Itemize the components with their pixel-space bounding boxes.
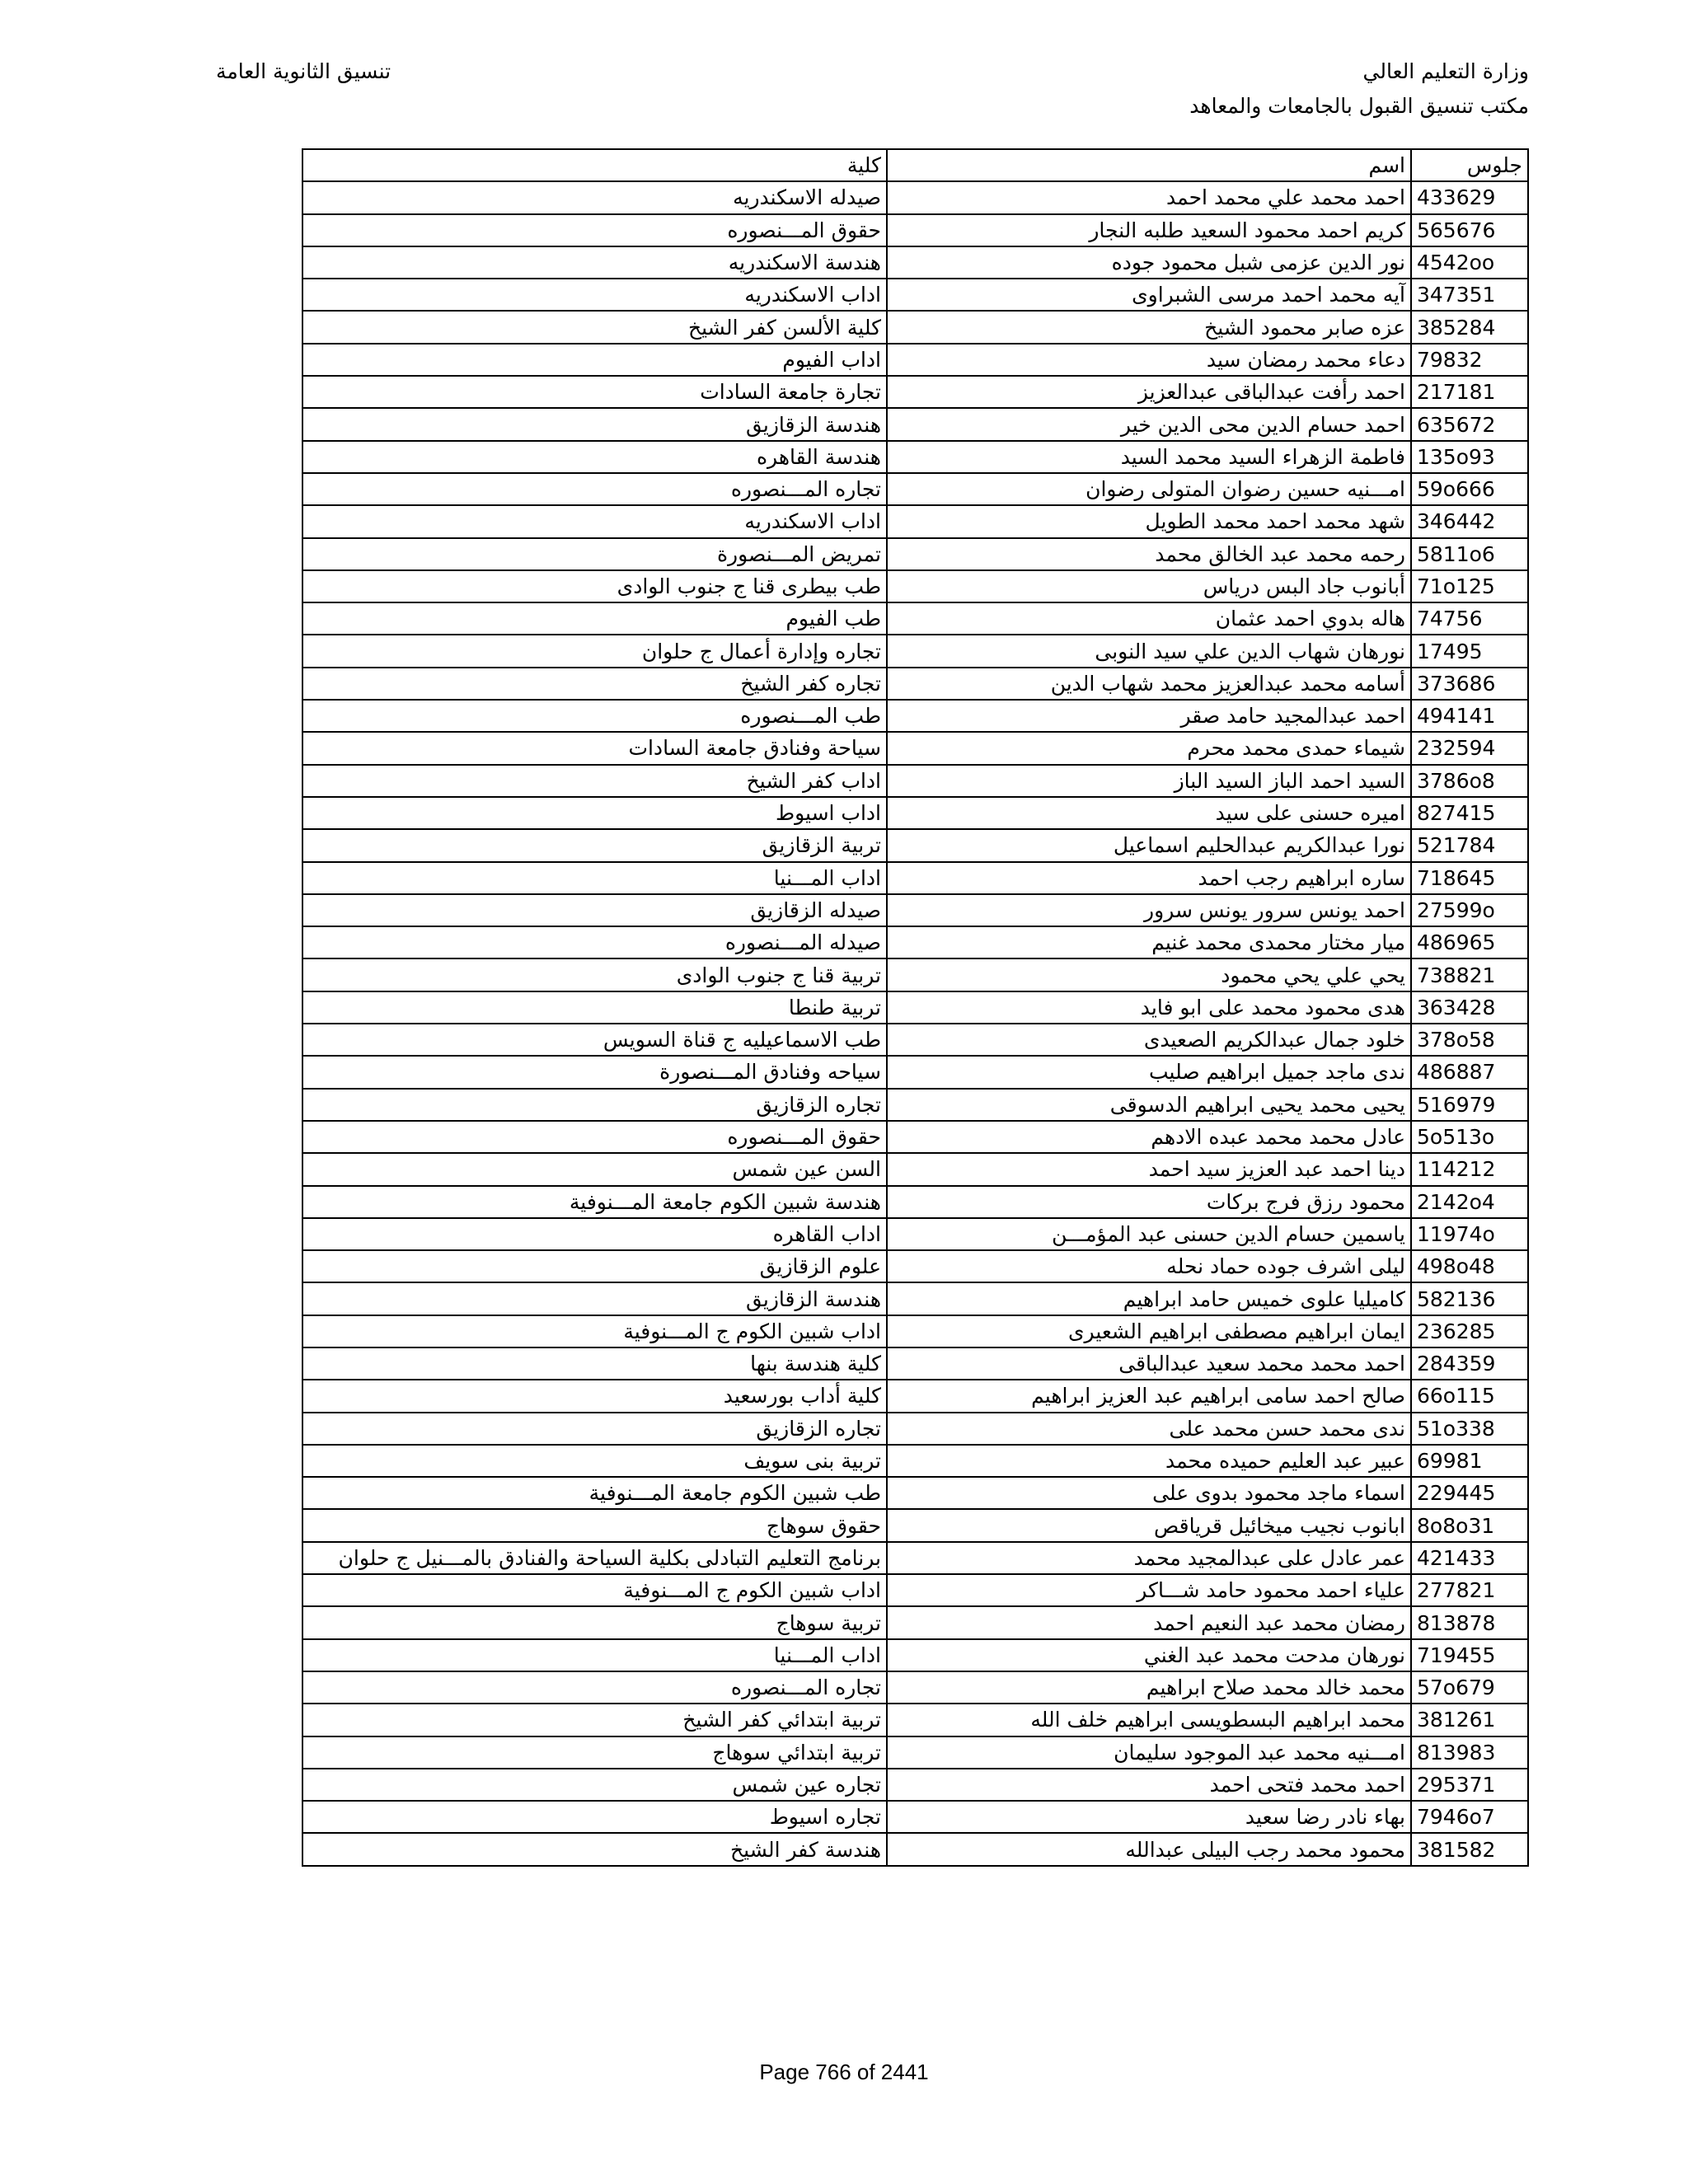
name-cell: احمد عبدالمجيد حامد صقر — [887, 700, 1411, 732]
seat-cell: 27599o — [1411, 894, 1528, 926]
name-cell: اميره حسنى على سيد — [887, 797, 1411, 829]
college-cell: اداب شبين الكوم ج المـــنوفية — [302, 1574, 887, 1606]
seat-cell: 486965 — [1411, 926, 1528, 958]
college-cell: صيدله الاسكندريه — [302, 181, 887, 213]
seat-cell: 5811o6 — [1411, 538, 1528, 570]
name-cell: ابانوب نجيب ميخائيل قرياقص — [887, 1509, 1411, 1541]
table-row — [302, 441, 1528, 473]
table-row — [302, 1542, 1528, 1574]
college-cell: طب بيطرى قنا ج جنوب الوادى — [302, 570, 887, 602]
name-cell: آيه محمد احمد مرسى الشبراوى — [887, 279, 1411, 311]
seat-cell: 813878 — [1411, 1606, 1528, 1638]
seat-cell: 2142o4 — [1411, 1186, 1528, 1218]
college-cell: هندسة الزقازيق — [302, 408, 887, 440]
name-cell: شيماء حمدى محمد محرم — [887, 732, 1411, 764]
seat-cell: 827415 — [1411, 797, 1528, 829]
name-cell: يحي علي يحي محمود — [887, 958, 1411, 991]
table-row — [302, 1380, 1528, 1412]
name-cell: رحمه محمد عبد الخالق محمد — [887, 538, 1411, 570]
name-cell: يحيى محمد يحيى ابراهيم الدسوقى — [887, 1089, 1411, 1121]
seat-cell: 635672 — [1411, 408, 1528, 440]
seat-cell: 8o8o31 — [1411, 1509, 1528, 1541]
name-cell: علياء احمد محمود حامد شـــاكر — [887, 1574, 1411, 1606]
college-cell: كلية أداب بورسعيد — [302, 1380, 887, 1412]
table-row — [302, 408, 1528, 440]
seat-cell: 381582 — [1411, 1833, 1528, 1865]
name-cell: أسامه محمد عبدالعزيز محمد شهاب الدين — [887, 668, 1411, 700]
ministry-title: وزارة التعليم العالي — [1362, 59, 1529, 83]
table-row — [302, 214, 1528, 246]
table-row — [302, 473, 1528, 505]
college-cell: كلية هندسة بنها — [302, 1347, 887, 1380]
table-row — [302, 1153, 1528, 1185]
college-cell: تربية قنا ج جنوب الوادى — [302, 958, 887, 991]
table-row — [302, 765, 1528, 797]
seat-cell: 718645 — [1411, 862, 1528, 894]
seat-cell: 516979 — [1411, 1089, 1528, 1121]
table-row — [302, 1445, 1528, 1477]
seat-cell: 284359 — [1411, 1347, 1528, 1380]
table-row — [302, 1218, 1528, 1250]
table-header-row — [302, 149, 1528, 181]
seat-cell: 295371 — [1411, 1769, 1528, 1801]
name-cell: شهد محمد احمد محمد الطويل — [887, 505, 1411, 537]
seat-cell: 114212 — [1411, 1153, 1528, 1185]
table-row — [302, 181, 1528, 213]
seat-cell: 486887 — [1411, 1056, 1528, 1088]
college-cell: حقوق المـــنصوره — [302, 214, 887, 246]
name-cell: هدى محمود محمد على ابو فايد — [887, 991, 1411, 1024]
name-cell: محمد خالد محمد صلاح ابراهيم — [887, 1671, 1411, 1704]
seat-cell: 7946o7 — [1411, 1801, 1528, 1833]
name-cell: فاطمة الزهراء السيد محمد السيد — [887, 441, 1411, 473]
name-cell: عادل محمد محمد عبده الادهم — [887, 1121, 1411, 1153]
name-cell: السيد احمد الباز السيد الباز — [887, 765, 1411, 797]
seat-cell: 79832 — [1411, 344, 1528, 376]
table-row — [302, 1024, 1528, 1056]
seat-cell: 813983 — [1411, 1736, 1528, 1769]
college-cell: طب المـــنصوره — [302, 700, 887, 732]
name-cell: ندى محمد حسن محمد على — [887, 1413, 1411, 1445]
name-cell: احمد رأفت عبدالباقى عبدالعزيز — [887, 376, 1411, 408]
name-cell: رمضان محمد عبد النعيم احمد — [887, 1606, 1411, 1638]
table-row — [302, 570, 1528, 602]
name-cell: ياسمين حسام الدين حسنى عبد المؤمـــن — [887, 1218, 1411, 1250]
table-row — [302, 505, 1528, 537]
name-cell: ندى ماجد جميل ابراهيم صليب — [887, 1056, 1411, 1088]
table-row — [302, 1056, 1528, 1088]
college-cell: تمريض المـــنصورة — [302, 538, 887, 570]
college-cell: تربية ابتدائي كفر الشيخ — [302, 1704, 887, 1736]
name-cell: احمد محمد علي محمد احمد — [887, 181, 1411, 213]
table-row — [302, 635, 1528, 667]
seat-cell: 229445 — [1411, 1477, 1528, 1509]
table-row — [302, 1315, 1528, 1347]
page-number: Page 766 of 2441 — [759, 2060, 929, 2084]
college-cell: علوم الزقازيق — [302, 1250, 887, 1282]
college-cell: هندسة كفر الشيخ — [302, 1833, 887, 1865]
college-cell: تجاره اسيوط — [302, 1801, 887, 1833]
name-cell: كاميليا علوى خميس حامد ابراهيم — [887, 1282, 1411, 1315]
college-cell: طب الفيوم — [302, 602, 887, 635]
name-cell: أبانوب جاد البس درياس — [887, 570, 1411, 602]
college-cell: اداب المـــنيا — [302, 1639, 887, 1671]
table-row — [302, 1186, 1528, 1218]
table-row — [302, 1121, 1528, 1153]
name-cell: اسماء ماجد محمود بدوى على — [887, 1477, 1411, 1509]
table-row — [302, 1769, 1528, 1801]
seat-cell: 59o666 — [1411, 473, 1528, 505]
seat-cell: 565676 — [1411, 214, 1528, 246]
college-cell: اداب كفر الشيخ — [302, 765, 887, 797]
table-row — [302, 1347, 1528, 1380]
seat-cell: 373686 — [1411, 668, 1528, 700]
seat-cell: 11974o — [1411, 1218, 1528, 1250]
table-row — [302, 926, 1528, 958]
table-row — [302, 1574, 1528, 1606]
seat-cell: 521784 — [1411, 829, 1528, 861]
name-cell: كريم احمد محمود السعيد طلبه النجار — [887, 214, 1411, 246]
college-cell: اداب القاهره — [302, 1218, 887, 1250]
table-row — [302, 344, 1528, 376]
name-cell: خلود جمال عبدالكريم الصعيدى — [887, 1024, 1411, 1056]
table-row — [302, 602, 1528, 635]
name-cell: عزه صابر محمود الشيخ — [887, 311, 1411, 343]
college-cell: تربية بنى سويف — [302, 1445, 887, 1477]
table-row — [302, 1413, 1528, 1445]
seat-cell: 738821 — [1411, 958, 1528, 991]
table-row — [302, 894, 1528, 926]
section-title: تنسيق الثانوية العامة — [216, 59, 392, 83]
college-cell: تربية طنطا — [302, 991, 887, 1024]
seat-cell: 363428 — [1411, 991, 1528, 1024]
college-cell: سياحه وفنادق المـــنصورة — [302, 1056, 887, 1088]
seat-cell: 381261 — [1411, 1704, 1528, 1736]
seat-cell: 4542oo — [1411, 246, 1528, 279]
seat-cell: 719455 — [1411, 1639, 1528, 1671]
table-body — [302, 181, 1528, 1865]
college-cell: تجاره عين شمس — [302, 1769, 887, 1801]
seat-cell: 217181 — [1411, 376, 1528, 408]
college-cell: تجاره وإدارة أعمال ج حلوان — [302, 635, 887, 667]
name-cell: ساره ابراهيم رجب احمد — [887, 862, 1411, 894]
name-cell: دينا احمد عبد العزيز سيد احمد — [887, 1153, 1411, 1185]
name-cell: ليلى اشرف جوده حماد نحله — [887, 1250, 1411, 1282]
name-cell: نورهان مدحت محمد عبد الغني — [887, 1639, 1411, 1671]
college-cell: السن عين شمس — [302, 1153, 887, 1185]
college-cell: حقوق المـــنصوره — [302, 1121, 887, 1153]
name-cell: بهاء نادر رضا سعيد — [887, 1801, 1411, 1833]
table-row — [302, 1704, 1528, 1736]
table-row — [302, 246, 1528, 279]
seat-cell: 66o115 — [1411, 1380, 1528, 1412]
college-cell: اداب اسيوط — [302, 797, 887, 829]
table-row — [302, 668, 1528, 700]
name-cell: احمد محمد محمد سعيد عبدالباقى — [887, 1347, 1411, 1380]
college-cell: اداب الفيوم — [302, 344, 887, 376]
name-cell: صالح احمد سامى ابراهيم عبد العزيز ابراهيم — [887, 1380, 1411, 1412]
table-row — [302, 1606, 1528, 1638]
college-cell: تربية سوهاج — [302, 1606, 887, 1638]
name-cell: احمد يونس سرور يونس سرور — [887, 894, 1411, 926]
name-cell: احمد حسام الدين محى الدين خير — [887, 408, 1411, 440]
seat-cell: 494141 — [1411, 700, 1528, 732]
name-cell: احمد محمد فتحى احمد — [887, 1769, 1411, 1801]
name-cell: امـــنيه حسين رضوان المتولى رضوان — [887, 473, 1411, 505]
seat-cell: 421433 — [1411, 1542, 1528, 1574]
college-cell: تربية الزقازيق — [302, 829, 887, 861]
seat-cell: 135o93 — [1411, 441, 1528, 473]
college-cell: برنامج التعليم التبادلى بكلية السياحة والفنادق بالمـــنيل ج حلوان — [302, 1542, 887, 1574]
table-row — [302, 538, 1528, 570]
table-row — [302, 958, 1528, 991]
name-cell: ايمان ابراهيم مصطفى ابراهيم الشعيرى — [887, 1315, 1411, 1347]
table-row — [302, 279, 1528, 311]
college-cell: حقوق سوهاج — [302, 1509, 887, 1541]
college-cell: تجاره المـــنصوره — [302, 1671, 887, 1704]
college-cell: اداب الاسكندريه — [302, 279, 887, 311]
seat-cell: 582136 — [1411, 1282, 1528, 1315]
college-cell: تجاره المـــنصوره — [302, 473, 887, 505]
name-cell: دعاء محمد رمضان سيد — [887, 344, 1411, 376]
name-cell: نورهان شهاب الدين علي سيد النوبى — [887, 635, 1411, 667]
seat-cell: 277821 — [1411, 1574, 1528, 1606]
college-cell: اداب الاسكندريه — [302, 505, 887, 537]
college-cell: تجاره كفر الشيخ — [302, 668, 887, 700]
table-row — [302, 797, 1528, 829]
table-row — [302, 1671, 1528, 1704]
name-cell: هاله بدوي احمد عثمان — [887, 602, 1411, 635]
name-cell: امـــنيه محمد عبد الموجود سليمان — [887, 1736, 1411, 1769]
name-cell: محمود محمد رجب البيلى عبدالله — [887, 1833, 1411, 1865]
seat-cell: 3786o8 — [1411, 765, 1528, 797]
column-header-seat: جلوس — [1411, 149, 1528, 181]
college-cell: طب الاسماعيليه ج قناة السويس — [302, 1024, 887, 1056]
table-row — [302, 1509, 1528, 1541]
name-cell: نور الدين عزمى شبل محمود جوده — [887, 246, 1411, 279]
college-cell: اداب المـــنيا — [302, 862, 887, 894]
table-row — [302, 1736, 1528, 1769]
college-cell: تجارة جامعة السادات — [302, 376, 887, 408]
seat-cell: 347351 — [1411, 279, 1528, 311]
name-cell: محمد ابراهيم البسطويسى ابراهيم خلف الله — [887, 1704, 1411, 1736]
college-cell: سياحة وفنادق جامعة السادات — [302, 732, 887, 764]
seat-cell: 378o58 — [1411, 1024, 1528, 1056]
seat-cell: 236285 — [1411, 1315, 1528, 1347]
seat-cell: 51o338 — [1411, 1413, 1528, 1445]
table-row — [302, 1801, 1528, 1833]
college-cell: صيدله المـــنصوره — [302, 926, 887, 958]
table-row — [302, 311, 1528, 343]
college-cell: تجاره الزقازيق — [302, 1413, 887, 1445]
table-row — [302, 1282, 1528, 1315]
college-cell: صيدله الزقازيق — [302, 894, 887, 926]
seat-cell: 74756 — [1411, 602, 1528, 635]
table-row — [302, 1089, 1528, 1121]
table-row — [302, 829, 1528, 861]
seat-cell: 17495 — [1411, 635, 1528, 667]
name-cell: نورا عبدالكريم عبدالحليم اسماعيل — [887, 829, 1411, 861]
table-row — [302, 700, 1528, 732]
table-row — [302, 376, 1528, 408]
college-cell: هندسة الاسكندريه — [302, 246, 887, 279]
table-row — [302, 1477, 1528, 1509]
seat-cell: 69981 — [1411, 1445, 1528, 1477]
seat-cell: 498o48 — [1411, 1250, 1528, 1282]
seat-cell: 385284 — [1411, 311, 1528, 343]
college-cell: طب شبين الكوم جامعة المـــنوفية — [302, 1477, 887, 1509]
name-cell: ميار مختار محمدى محمد غنيم — [887, 926, 1411, 958]
name-cell: عبير عبد العليم حميده محمد — [887, 1445, 1411, 1477]
seat-cell: 71o125 — [1411, 570, 1528, 602]
college-cell: هندسة شبين الكوم جامعة المـــنوفية — [302, 1186, 887, 1218]
table-row — [302, 1250, 1528, 1282]
seat-cell: 5o513o — [1411, 1121, 1528, 1153]
college-cell: اداب شبين الكوم ج المـــنوفية — [302, 1315, 887, 1347]
table-row — [302, 862, 1528, 894]
office-title: مكتب تنسيق القبول بالجامعات والمعاهد — [1189, 94, 1529, 118]
seat-cell: 232594 — [1411, 732, 1528, 764]
name-cell: محمود رزق فرج بركات — [887, 1186, 1411, 1218]
table-row — [302, 991, 1528, 1024]
name-cell: عمر عادل على عبدالمجيد محمد — [887, 1542, 1411, 1574]
seat-cell: 57o679 — [1411, 1671, 1528, 1704]
seat-cell: 346442 — [1411, 505, 1528, 537]
college-cell: هندسة القاهره — [302, 441, 887, 473]
column-header-college: كلية — [302, 149, 887, 181]
college-cell: تربية ابتدائي سوهاج — [302, 1736, 887, 1769]
column-header-name: اسم — [887, 149, 1411, 181]
seat-cell: 433629 — [1411, 181, 1528, 213]
table-row — [302, 1639, 1528, 1671]
college-cell: هندسة الزقازيق — [302, 1282, 887, 1315]
college-cell: تجاره الزقازيق — [302, 1089, 887, 1121]
admissions-table — [302, 148, 1529, 1867]
table-row — [302, 732, 1528, 764]
table-row — [302, 1833, 1528, 1865]
college-cell: كلية الألسن كفر الشيخ — [302, 311, 887, 343]
